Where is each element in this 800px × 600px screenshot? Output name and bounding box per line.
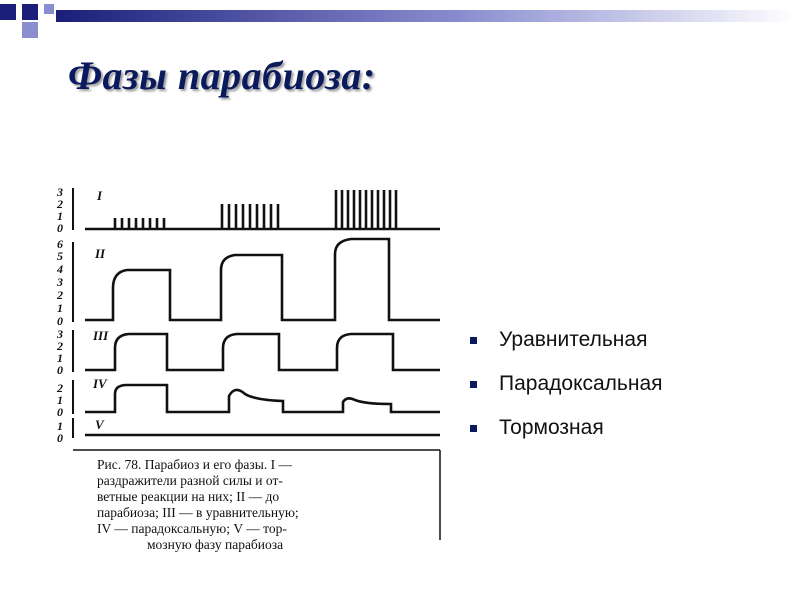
- scale-p2-2: 2: [57, 288, 63, 302]
- phase-item-equalizing: [470, 318, 663, 362]
- scale-p2-6: 6: [57, 237, 63, 251]
- parabiosis-figure: [55, 182, 445, 552]
- phase-list: [470, 318, 663, 450]
- scale-p1-2: 2: [57, 197, 63, 211]
- slide-title: Фазы парабиоза:: [68, 53, 376, 98]
- bullet-square-icon: [470, 381, 477, 388]
- scale-p4-2: 2: [57, 381, 63, 395]
- scale-p1-3: 3: [57, 185, 63, 199]
- decor-square-dark-2: [22, 4, 38, 20]
- caption-line-3: ветные реакции на них; II — до: [97, 489, 280, 504]
- caption-line-4: парабиоза; III — в уравнительную;: [97, 505, 299, 520]
- scale-p4-1: 1: [57, 393, 63, 407]
- phase-label: Парадоксальная: [499, 372, 663, 395]
- panel-label-3: III: [93, 328, 109, 343]
- scale-p3-1: 1: [57, 351, 63, 365]
- decor-square-small: [44, 4, 54, 14]
- panel-label-4: IV: [93, 376, 107, 391]
- scale-p1-0: 0: [57, 221, 63, 235]
- panel-label-1: I: [97, 188, 103, 203]
- scale-p3-0: 0: [57, 363, 63, 377]
- scale-p1-1: 1: [57, 209, 63, 223]
- bullet-square-icon: [470, 337, 477, 344]
- scale-p2-3: 3: [57, 275, 63, 289]
- panel-1-stimuli: [85, 190, 440, 229]
- phase-item-inhibitory: [470, 406, 663, 450]
- scale-p4-0: 0: [57, 405, 63, 419]
- caption-line-1: Рис. 78. Парабиоз и его фазы. I —: [97, 457, 292, 472]
- phase-label: Тормозная: [499, 416, 604, 439]
- panel-4-trace: [85, 385, 440, 412]
- scale-p2-0: 0: [57, 314, 63, 328]
- panel-2-trace: [85, 239, 440, 320]
- scale-p2-5: 5: [57, 249, 63, 263]
- panel-label-2: II: [95, 246, 106, 261]
- phase-label: Уравнительная: [499, 328, 648, 351]
- panel-label-5: V: [95, 417, 104, 432]
- scale-p2-1: 1: [57, 301, 63, 315]
- caption-line-2: раздражители разной силы и от-: [97, 473, 283, 488]
- scale-p2-4: 4: [57, 262, 63, 276]
- caption-line-5: IV — парадоксальную; V — тор-: [97, 521, 287, 536]
- slide-decoration: [0, 0, 800, 40]
- decor-gradient-band: [56, 10, 796, 22]
- bullet-square-icon: [470, 425, 477, 432]
- scale-p3-2: 2: [57, 339, 63, 353]
- decor-square-dark: [0, 4, 16, 20]
- phase-item-paradoxical: [470, 362, 663, 406]
- scale-p5-0: 0: [57, 431, 63, 445]
- scale-p5-1: 1: [57, 419, 63, 433]
- scale-p3-3: 3: [57, 327, 63, 341]
- panel-3-trace: [85, 334, 440, 370]
- caption-line-6: мозную фазу парабиоза: [147, 537, 284, 552]
- decor-square-light: [22, 22, 38, 38]
